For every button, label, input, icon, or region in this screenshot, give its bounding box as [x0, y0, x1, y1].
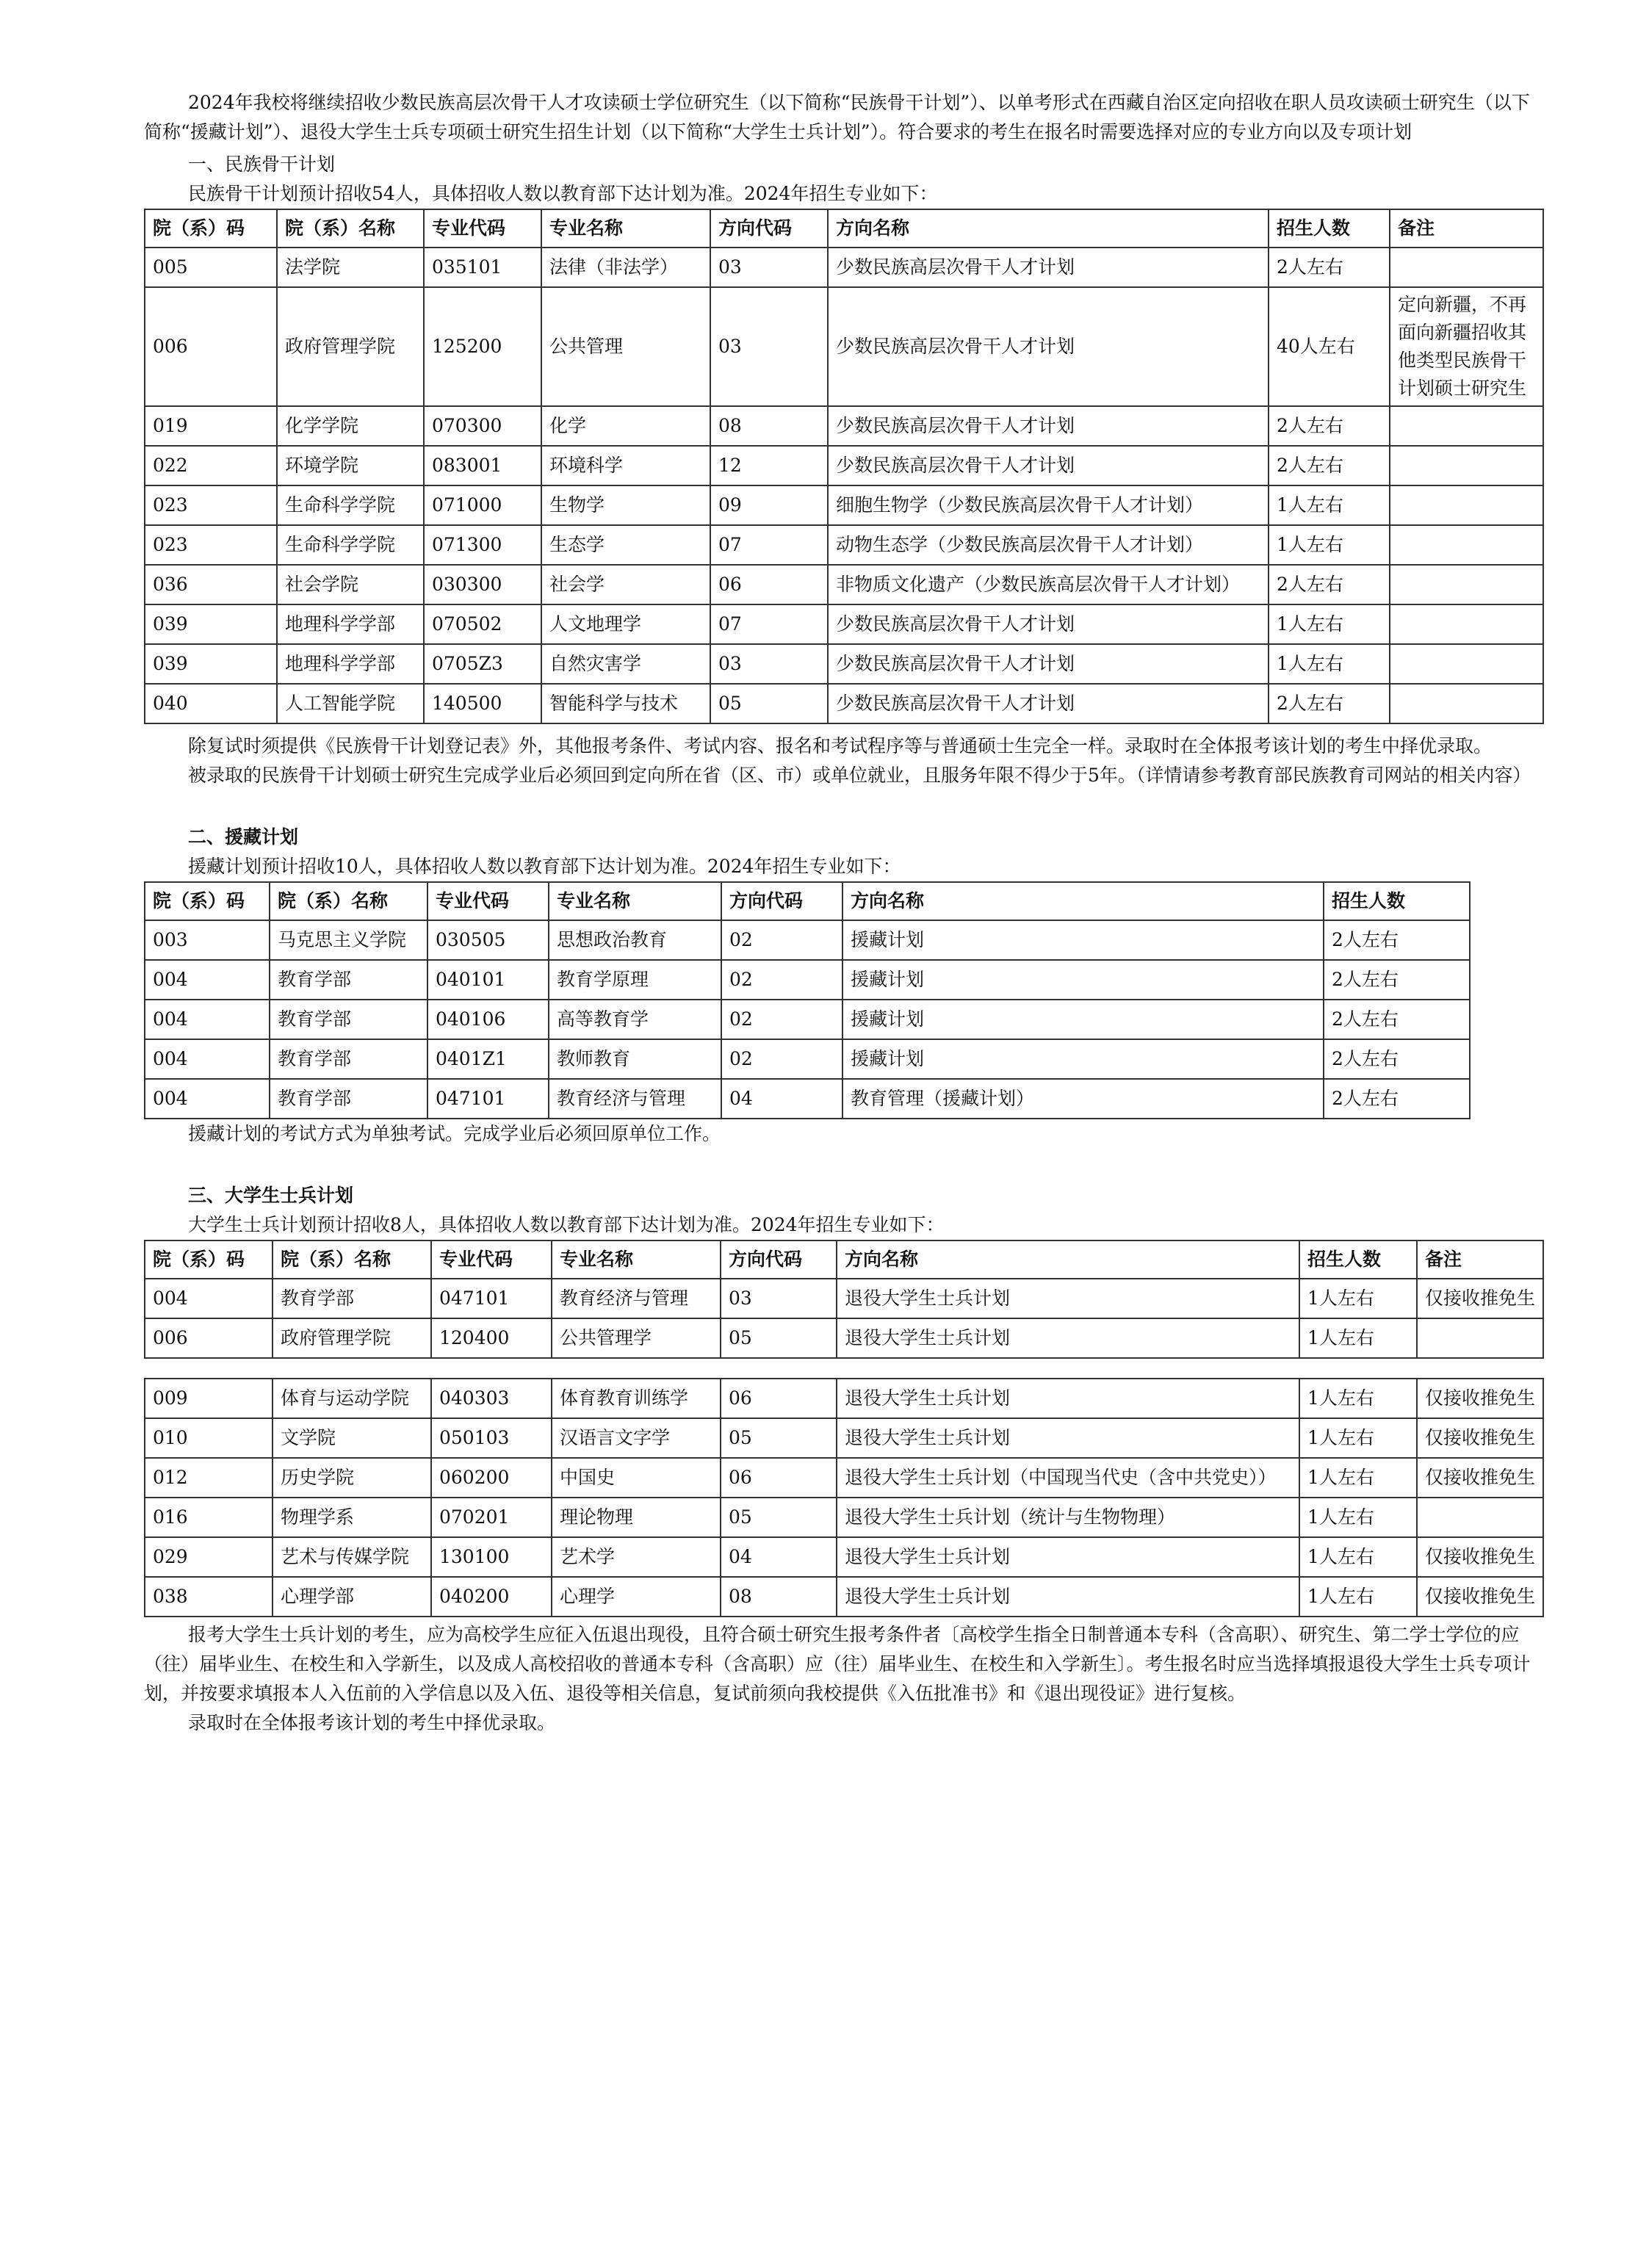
- table-cell: 汉语言文字学: [552, 1418, 721, 1458]
- section-3-title: 三、大学生士兵计划: [188, 1185, 354, 1206]
- table-cell: 地理科学学部: [277, 604, 424, 644]
- table-cell: 023: [145, 525, 277, 565]
- table-cell: 12: [710, 446, 828, 485]
- table-cell: 退役大学生士兵计划: [837, 1418, 1299, 1458]
- table-cell: 教育学部: [270, 1079, 427, 1119]
- table-cell: [1417, 1318, 1543, 1358]
- column-header: 院（系）名称: [277, 209, 424, 248]
- table-cell: 1人左右: [1269, 485, 1390, 525]
- table-cell: 1人左右: [1269, 604, 1390, 644]
- column-header: 院（系）名称: [270, 882, 427, 920]
- table-row: [145, 920, 1470, 960]
- table-cell: 040106: [427, 1000, 549, 1039]
- table-soldier-plan: [144, 1240, 1544, 1617]
- table-cell: 2人左右: [1324, 1079, 1470, 1119]
- section-1-lead: 民族骨干计划预计招收54人，具体招收人数以教育部下达计划为准。2024年招生专业如下：: [188, 183, 938, 204]
- table-cell: 004: [145, 1079, 270, 1119]
- intro-paragraph: 2024年我校将继续招收少数民族高层次骨干人才攻读硕士学位研究生（以下简称“民族骨干计划”）、以单考形式在西藏自治区定向招收在职人员攻读硕士研究生（以下简称“援藏计划”）、退役大学生士兵专项硕士研究生招生计划（以下简称“大学生士兵计划”）。符合要求的考生在报名时需要选择对应的专业方向以及专项计划: [144, 92, 1530, 142]
- table-cell: 仅接收推免生: [1417, 1279, 1543, 1318]
- section-1-note-1: 除复试时须提供《民族骨干计划登记表》外，其他报考条件、考试内容、报名和考试程序等与普通硕士生完全一样。录取时在全体报考该计划的考生中择优录取。: [188, 735, 1493, 756]
- table-cell: 060200: [431, 1458, 552, 1498]
- table-cell: 2人左右: [1324, 960, 1470, 1000]
- table-cell: 中国史: [552, 1458, 721, 1498]
- table-cell: 教师教育: [549, 1039, 721, 1079]
- table-cell: 法律（非法学）: [541, 248, 710, 287]
- table-cell: 化学学院: [277, 406, 424, 446]
- table-cell: 035101: [424, 248, 541, 287]
- table-cell: 艺术学: [552, 1537, 721, 1577]
- table-cell: 09: [710, 485, 828, 525]
- table-cell: 生命科学学院: [277, 485, 424, 525]
- table-cell: 退役大学生士兵计划: [837, 1537, 1299, 1577]
- column-header: 专业名称: [552, 1240, 721, 1279]
- table-cell: 08: [710, 406, 828, 446]
- table-cell: 022: [145, 446, 277, 485]
- column-header: 备注: [1390, 209, 1543, 248]
- table-cell: 010: [145, 1418, 273, 1458]
- column-header: 专业代码: [427, 882, 549, 920]
- table-cell: 06: [721, 1379, 837, 1418]
- table-cell: 071300: [424, 525, 541, 565]
- column-header: 招生人数: [1299, 1240, 1417, 1279]
- table-row: [145, 1079, 1470, 1119]
- table-cell: 03: [721, 1279, 837, 1318]
- table-cell: 006: [145, 1318, 273, 1358]
- table-header-row: [145, 209, 1543, 248]
- column-header: 方向代码: [710, 209, 828, 248]
- table-cell: 援藏计划: [842, 1000, 1324, 1039]
- table-cell: 教育学部: [273, 1279, 431, 1318]
- table-cell: 03: [710, 644, 828, 684]
- table-row: [145, 485, 1543, 525]
- table-cell: 2人左右: [1269, 446, 1390, 485]
- table-cell: 生命科学学院: [277, 525, 424, 565]
- table-row: [145, 287, 1543, 406]
- table-cell: 07: [710, 525, 828, 565]
- table-row: [145, 1458, 1543, 1498]
- table-cell: 社会学院: [277, 565, 424, 604]
- table-cell: 艺术与传媒学院: [273, 1537, 431, 1577]
- table-cell: 高等教育学: [549, 1000, 721, 1039]
- table-row: [145, 1039, 1470, 1079]
- table-row: [145, 1537, 1543, 1577]
- table-cell: 体育与运动学院: [273, 1379, 431, 1418]
- column-header: 招生人数: [1324, 882, 1470, 920]
- table-cell: 1人左右: [1299, 1577, 1417, 1617]
- table-cell: [1390, 644, 1543, 684]
- table-cell: 039: [145, 604, 277, 644]
- table-cell: 040: [145, 684, 277, 723]
- table-cell: 029: [145, 1537, 273, 1577]
- table-cell: 047101: [427, 1079, 549, 1119]
- column-header: 方向代码: [721, 882, 842, 920]
- table-cell: 援藏计划: [842, 960, 1324, 1000]
- table-cell: 人文地理学: [541, 604, 710, 644]
- table-cell: 2人左右: [1324, 920, 1470, 960]
- table-cell: 03: [710, 287, 828, 406]
- table-cell: 政府管理学院: [277, 287, 424, 406]
- table-cell: 生态学: [541, 525, 710, 565]
- table-cell: 038: [145, 1577, 273, 1617]
- table-cell: 012: [145, 1458, 273, 1498]
- table-cell: 援藏计划: [842, 920, 1324, 960]
- table-cell: 019: [145, 406, 277, 446]
- column-header: 方向代码: [721, 1240, 837, 1279]
- table-cell: 少数民族高层次骨干人才计划: [828, 684, 1269, 723]
- table-cell: 理论物理: [552, 1498, 721, 1537]
- table-row: [145, 1577, 1543, 1617]
- table-cell: 自然灾害学: [541, 644, 710, 684]
- table-cell: 退役大学生士兵计划: [837, 1279, 1299, 1318]
- table-cell: 40人左右: [1269, 287, 1390, 406]
- section-1-note-2: 被录取的民族骨干计划硕士研究生完成学业后必须回到定向所在省（区、市）或单位就业，且服务年限不得少于5年。（详情请参考教育部民族教育司网站的相关内容）: [188, 765, 1531, 786]
- table-cell: 03: [710, 248, 828, 287]
- table-cell: 1人左右: [1299, 1458, 1417, 1498]
- table-row: [145, 1379, 1543, 1418]
- table-cell: 06: [710, 565, 828, 604]
- table-cell: 071000: [424, 485, 541, 525]
- table-cell: [1390, 684, 1543, 723]
- table-cell: 教育学部: [270, 960, 427, 1000]
- table-cell: 教育学原理: [549, 960, 721, 1000]
- table-cell: 物理学系: [273, 1498, 431, 1537]
- table-cell: 体育教育训练学: [552, 1379, 721, 1418]
- table-cell: 非物质文化遗产（少数民族高层次骨干人才计划）: [828, 565, 1269, 604]
- table-cell: 036: [145, 565, 277, 604]
- table-cell: 退役大学生士兵计划: [837, 1577, 1299, 1617]
- table-cell: 08: [721, 1577, 837, 1617]
- table-row: [145, 1498, 1543, 1537]
- table-cell: 030505: [427, 920, 549, 960]
- table-cell: [1390, 525, 1543, 565]
- column-header: 专业名称: [541, 209, 710, 248]
- table-cell: 1人左右: [1269, 644, 1390, 684]
- table-cell: 2人左右: [1269, 248, 1390, 287]
- table-cell: 退役大学生士兵计划（中国现当代史（含中共党史））: [837, 1458, 1299, 1498]
- table-cell: 05: [721, 1318, 837, 1358]
- table-cell: 细胞生物学（少数民族高层次骨干人才计划）: [828, 485, 1269, 525]
- table-cell: 070300: [424, 406, 541, 446]
- table-cell: 退役大学生士兵计划: [837, 1379, 1299, 1418]
- table-cell: 070201: [431, 1498, 552, 1537]
- table-cell: [1390, 604, 1543, 644]
- table-minzu-plan: [144, 209, 1544, 724]
- table-cell: 1人左右: [1299, 1537, 1417, 1577]
- column-header: 方向名称: [842, 882, 1324, 920]
- table-cell: 1人左右: [1299, 1379, 1417, 1418]
- section-2-lead: 援藏计划预计招收10人，具体招收人数以教育部下达计划为准。2024年招生专业如下：: [188, 856, 901, 877]
- table-cell: [1390, 485, 1543, 525]
- column-header: 院（系）名称: [273, 1240, 431, 1279]
- table-row: [145, 1000, 1470, 1039]
- table-cell: [1390, 446, 1543, 485]
- column-header: 招生人数: [1269, 209, 1390, 248]
- table-cell: 1人左右: [1299, 1279, 1417, 1318]
- table-cell: 教育经济与管理: [549, 1079, 721, 1119]
- table-cell: 05: [721, 1418, 837, 1458]
- table-cell: 07: [710, 604, 828, 644]
- table-cell: 003: [145, 920, 270, 960]
- table-row: [145, 248, 1543, 287]
- table-cell: 智能科学与技术: [541, 684, 710, 723]
- table-cell: 化学: [541, 406, 710, 446]
- table-cell: 退役大学生士兵计划（统计与生物物理）: [837, 1498, 1299, 1537]
- table-cell: 教育管理（援藏计划）: [842, 1079, 1324, 1119]
- table-cell: 马克思主义学院: [270, 920, 427, 960]
- table-cell: 援藏计划: [842, 1039, 1324, 1079]
- table-cell: 环境科学: [541, 446, 710, 485]
- table-row: [145, 684, 1543, 723]
- table-cell: 047101: [431, 1279, 552, 1318]
- table-cell: 1人左右: [1269, 525, 1390, 565]
- table-row: [145, 446, 1543, 485]
- table-cell: 05: [721, 1498, 837, 1537]
- table-cell: 040101: [427, 960, 549, 1000]
- table-cell: [1390, 565, 1543, 604]
- table-header-row: [145, 1240, 1543, 1279]
- table-cell: 思想政治教育: [549, 920, 721, 960]
- section-2-title: 二、援藏计划: [188, 826, 299, 848]
- table-cell: 04: [721, 1537, 837, 1577]
- table-cell: 2人左右: [1269, 565, 1390, 604]
- table-cell: 社会学: [541, 565, 710, 604]
- table-cell: 教育经济与管理: [552, 1279, 721, 1318]
- section-2-note: 援藏计划的考试方式为单独考试。完成学业后必须回原单位工作。: [188, 1123, 721, 1144]
- table-row: [145, 644, 1543, 684]
- table-cell: [1390, 248, 1543, 287]
- column-header: 专业代码: [424, 209, 541, 248]
- section-3-note-1: 报考大学生士兵计划的考生，应为高校学生应征入伍退出现役，且符合硕士研究生报考条件者〔高校学生指全日制普通本专科（含高职）、研究生、第二学士学位的应（往）届毕业生、在校生和入学新生，以及成人高校招收的普通本专科（含高职）应（往）届毕业生、在校生和入学新生〕。考生报名时应当选择填报退役大学生士兵专项计划，并按要求填报本人入伍前的入学信息以及入伍、退役等相关信息，复试前须向我校提供《入伍批准书》和《退出现役证》进行复核。: [144, 1624, 1531, 1704]
- table-cell: 少数民族高层次骨干人才计划: [828, 644, 1269, 684]
- column-header: 方向名称: [837, 1240, 1299, 1279]
- table-cell: 083001: [424, 446, 541, 485]
- table-cell: 02: [721, 960, 842, 1000]
- table-cell: 0705Z3: [424, 644, 541, 684]
- table-cell: 130100: [431, 1537, 552, 1577]
- table-cell: 004: [145, 1279, 273, 1318]
- table-row: [145, 1318, 1543, 1358]
- table-cell: 125200: [424, 287, 541, 406]
- table-cell: 0401Z1: [427, 1039, 549, 1079]
- table-cell: 文学院: [273, 1418, 431, 1458]
- table-row: [145, 565, 1543, 604]
- column-header: 备注: [1417, 1240, 1543, 1279]
- table-cell: 仅接收推免生: [1417, 1458, 1543, 1498]
- table-cell: 少数民族高层次骨干人才计划: [828, 248, 1269, 287]
- table-cell: 心理学: [552, 1577, 721, 1617]
- table-cell: 法学院: [277, 248, 424, 287]
- table-cell: 少数民族高层次骨干人才计划: [828, 446, 1269, 485]
- table-cell: 050103: [431, 1418, 552, 1458]
- column-header: 院（系）码: [145, 882, 270, 920]
- table-cell: 2人左右: [1324, 1000, 1470, 1039]
- table-cell: 公共管理学: [552, 1318, 721, 1358]
- table-cell: 005: [145, 248, 277, 287]
- table-cell: [1417, 1498, 1543, 1537]
- table-cell: 02: [721, 1039, 842, 1079]
- table-cell: 心理学部: [273, 1577, 431, 1617]
- column-header: 专业名称: [549, 882, 721, 920]
- table-header-row: [145, 882, 1470, 920]
- table-cell: 04: [721, 1079, 842, 1119]
- table-cell: 06: [721, 1458, 837, 1498]
- document-page: [144, 88, 1542, 1738]
- table-cell: 02: [721, 920, 842, 960]
- table-cell: 2人左右: [1324, 1039, 1470, 1079]
- table-cell: 02: [721, 1000, 842, 1039]
- table-cell: 地理科学学部: [277, 644, 424, 684]
- table-cell: 历史学院: [273, 1458, 431, 1498]
- table-cell: 定向新疆，不再面向新疆招收其他类型民族骨干计划硕士研究生: [1390, 287, 1543, 406]
- table-row: [145, 406, 1543, 446]
- table-cell: 040303: [431, 1379, 552, 1418]
- table-cell: 少数民族高层次骨干人才计划: [828, 406, 1269, 446]
- table-cell: 1人左右: [1299, 1318, 1417, 1358]
- column-header: 院（系）码: [145, 1240, 273, 1279]
- table-cell: 动物生态学（少数民族高层次骨干人才计划）: [828, 525, 1269, 565]
- table-cell: 004: [145, 960, 270, 1000]
- table-cell: 仅接收推免生: [1417, 1537, 1543, 1577]
- table-cell: 教育学部: [270, 1039, 427, 1079]
- section-1-title: 一、民族骨干计划: [188, 154, 336, 175]
- table-cell: 仅接收推免生: [1417, 1418, 1543, 1458]
- table-cell: 140500: [424, 684, 541, 723]
- column-header: 院（系）码: [145, 209, 277, 248]
- table-cell: [1390, 406, 1543, 446]
- table-cell: 009: [145, 1379, 273, 1418]
- table-cell: 政府管理学院: [273, 1318, 431, 1358]
- table-cell: 120400: [431, 1318, 552, 1358]
- table-cell: 少数民族高层次骨干人才计划: [828, 287, 1269, 406]
- table-cell: 仅接收推免生: [1417, 1379, 1543, 1418]
- table-cell: 2人左右: [1269, 684, 1390, 723]
- table-cell: 生物学: [541, 485, 710, 525]
- table-cell: 030300: [424, 565, 541, 604]
- table-cell: 070502: [424, 604, 541, 644]
- table-row: [145, 525, 1543, 565]
- table-row: [145, 1418, 1543, 1458]
- table-cell: 环境学院: [277, 446, 424, 485]
- table-cell: 1人左右: [1299, 1418, 1417, 1458]
- section-3-lead: 大学生士兵计划预计招收8人，具体招收人数以教育部下达计划为准。2024年招生专业如下：: [188, 1214, 945, 1235]
- table-cell: 教育学部: [270, 1000, 427, 1039]
- table-cell: 05: [710, 684, 828, 723]
- table-row: [145, 1279, 1543, 1318]
- table-cell: 006: [145, 287, 277, 406]
- table-cell: 少数民族高层次骨干人才计划: [828, 604, 1269, 644]
- table-cell: 040200: [431, 1577, 552, 1617]
- table-row: [145, 960, 1470, 1000]
- table-cell: 1人左右: [1299, 1498, 1417, 1537]
- column-header: 方向名称: [828, 209, 1269, 248]
- table-cell: 退役大学生士兵计划: [837, 1318, 1299, 1358]
- table-cell: 039: [145, 644, 277, 684]
- section-3-note-2: 录取时在全体报考该计划的考生中择优录取。: [188, 1712, 556, 1733]
- table-cell: 仅接收推免生: [1417, 1577, 1543, 1617]
- table-cell: 004: [145, 1000, 270, 1039]
- table-cell: 人工智能学院: [277, 684, 424, 723]
- column-header: 专业代码: [431, 1240, 552, 1279]
- table-gap: [145, 1358, 1543, 1379]
- table-row: [145, 604, 1543, 644]
- table-cell: 023: [145, 485, 277, 525]
- table-cell: 004: [145, 1039, 270, 1079]
- table-cell: 016: [145, 1498, 273, 1537]
- table-cell: 公共管理: [541, 287, 710, 406]
- table-yuanzang-plan: [144, 881, 1471, 1119]
- table-cell: 2人左右: [1269, 406, 1390, 446]
